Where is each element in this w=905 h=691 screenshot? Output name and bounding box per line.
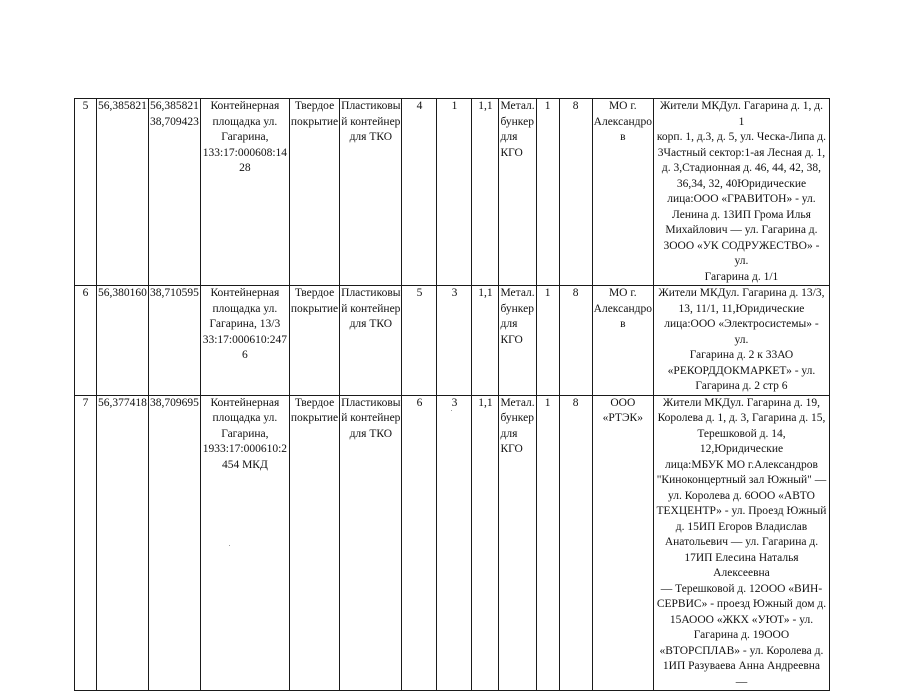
- cell-line: КГО: [500, 146, 523, 159]
- longitude-cell: [149, 395, 201, 691]
- cell-line: «РЕКОРДДОКМАРКЕТ» - ул.: [667, 364, 816, 377]
- cell-line: 454 МКД: [221, 458, 268, 471]
- cell-line: ООО: [610, 396, 636, 409]
- cell-line: корп. 1, д.3, д. 5, ул. Ческа-Липа д.: [656, 131, 827, 143]
- registry-table: [74, 98, 830, 691]
- longitude-cell: [149, 99, 201, 286]
- container-volume-cell: 1,1: [472, 395, 499, 691]
- row-number-cell: 6: [75, 286, 97, 396]
- cell-line: 1ИП Разуваева Анна Андреевна —: [662, 660, 821, 688]
- cell-line: Михайлович — ул. Гагарина д.: [665, 224, 818, 236]
- cell-line: й контейнер: [341, 412, 401, 424]
- cell-line: Пластиковы: [341, 396, 401, 409]
- surface-cell: [289, 286, 339, 396]
- row-number-cell: 7: [75, 395, 97, 691]
- bunker-count-cell: 1: [536, 286, 559, 396]
- cell-line: 6: [242, 349, 248, 361]
- container-count-cell: 5: [402, 286, 437, 396]
- bunker-type-cell: [499, 99, 536, 286]
- cell-line: 15АООО «ЖКХ «УЮТ» - ул.: [669, 613, 814, 626]
- cell-line: — Терешковой д. 12ООО «ВИН-: [660, 582, 823, 595]
- cell-line: 56,385821: [150, 100, 199, 112]
- cell-line: КГО: [500, 443, 523, 455]
- scan-speck: [229, 545, 230, 546]
- cell-line: Пластиковы: [341, 287, 401, 299]
- cell-line: 13, 11/1, 11,Юридические: [678, 302, 805, 315]
- cell-line: Александро: [593, 115, 652, 128]
- cell-line: 38,710595: [150, 287, 199, 299]
- cell-line: Гагарина д. 1/1: [704, 270, 779, 283]
- surface-cell: [289, 99, 339, 286]
- cell-line: МО г.: [608, 100, 637, 112]
- owner-cell: [592, 99, 653, 286]
- container-count-secondary-cell: 3: [437, 395, 472, 691]
- cell-line: Твердое: [294, 396, 335, 409]
- bunker-count-cell: 1: [536, 99, 559, 286]
- cell-line: Твердое: [294, 100, 335, 112]
- row-number-cell: 5: [75, 99, 97, 286]
- container-count-secondary-cell: 3: [437, 286, 472, 396]
- container-volume-cell: 1,1: [472, 286, 499, 396]
- cell-line: Контейнерная: [210, 287, 280, 299]
- bunker-type-cell: [499, 286, 536, 396]
- cell-line: ТЕХЦЕНТР» - ул. Проезд Южный: [656, 505, 827, 517]
- cell-line: 38,709423: [150, 115, 199, 128]
- cell-line: Жители МКДул. Гагарина д. 1, д. 1: [659, 100, 823, 128]
- cell-line: МО г.: [608, 287, 637, 299]
- cell-line: Контейнерная: [210, 100, 280, 112]
- cell-line: покрытие: [290, 115, 339, 128]
- cell-line: в: [620, 131, 626, 143]
- cell-line: Гагарина д. 2 к 33АО: [689, 349, 794, 361]
- container-type-cell: [340, 99, 402, 286]
- cell-line: 1933:17:000610:2: [202, 443, 288, 455]
- registry-body: [75, 99, 830, 691]
- surface-cell: [289, 395, 339, 691]
- latitude-cell: 56,377418: [97, 395, 149, 691]
- site-description-cell: [200, 395, 289, 691]
- scan-speck: [451, 410, 452, 411]
- container-count-secondary-cell: 1: [437, 99, 472, 286]
- cell-line: бункер: [500, 302, 534, 315]
- cell-line: Александро: [593, 302, 652, 315]
- cell-line: Королева д. 1, д. 3, Гагарина д. 15,: [657, 412, 826, 424]
- cell-line: 33:17:000610:247: [202, 333, 288, 346]
- cell-line: ул. Королева д. 6ООО «АВТО: [668, 489, 815, 502]
- container-type-cell: [340, 395, 402, 691]
- cell-line: «РТЭК»: [602, 412, 643, 424]
- cell-line: д. 3,Стадионная д. 46, 44, 42, 38,: [661, 162, 821, 174]
- owner-cell: [592, 395, 653, 691]
- table-row: [75, 395, 830, 691]
- bunker-volume-cell: 8: [559, 99, 592, 286]
- cell-line: Метал.: [500, 100, 535, 112]
- cell-line: й контейнер: [341, 302, 401, 315]
- cell-line: покрытие: [290, 412, 339, 424]
- cell-line: для ТКО: [349, 427, 393, 440]
- cell-line: Пластиковы: [341, 100, 401, 112]
- cell-line: бункер: [500, 412, 534, 424]
- cell-line: Терешковой д. 14, 12,Юридические: [697, 427, 786, 455]
- bunker-volume-cell: 8: [559, 395, 592, 691]
- bunker-count-cell: 1: [536, 395, 559, 691]
- cell-line: Гагарина,: [221, 131, 269, 143]
- latitude-cell: 56,380160: [97, 286, 149, 396]
- cell-line: Гагарина д. 19ООО: [693, 629, 790, 641]
- cell-line: СЕРВИС» - проезд Южный дом д.: [656, 598, 827, 610]
- cell-line: Гагарина, 13/3: [209, 318, 281, 330]
- cell-line: Метал.: [500, 287, 535, 299]
- cell-line: «ВТОРСПЛАВ» - ул. Королева д.: [659, 644, 824, 657]
- cell-line: для ТКО: [349, 131, 393, 143]
- container-volume-cell: 1,1: [472, 99, 499, 286]
- cell-line: 38,709695: [150, 396, 199, 409]
- cell-line: Жители МКДул. Гагарина д. 13/3,: [658, 287, 825, 299]
- cell-line: площадка ул.: [212, 302, 278, 315]
- served-entities-cell: [653, 286, 829, 396]
- cell-line: в: [620, 318, 626, 330]
- owner-cell: [592, 286, 653, 396]
- cell-line: для: [500, 427, 518, 440]
- cell-line: для: [500, 131, 518, 143]
- cell-line: для ТКО: [349, 318, 393, 330]
- cell-line: Контейнерная: [210, 396, 280, 409]
- cell-line: лица:МБУК МО г.Александров: [665, 458, 818, 471]
- bunker-type-cell: [499, 395, 536, 691]
- cell-line: Гагарина,: [221, 427, 269, 440]
- cell-line: 3ООО «УК СОДРУЖЕСТВО» - ул.: [663, 239, 820, 267]
- cell-line: лица:ООО «ГРАВИТОН» - ул.: [667, 193, 816, 205]
- table-row: [75, 286, 830, 396]
- container-count-cell: 4: [402, 99, 437, 286]
- cell-line: Твердое: [294, 287, 335, 299]
- cell-line: КГО: [500, 333, 523, 346]
- cell-line: площадка ул.: [212, 115, 278, 128]
- cell-line: 36,34, 32, 40Юридические: [676, 177, 807, 190]
- cell-line: площадка ул.: [212, 412, 278, 424]
- container-type-cell: [340, 286, 402, 396]
- bunker-volume-cell: 8: [559, 286, 592, 396]
- cell-line: "Киноконцертный зал Южный" —: [656, 474, 827, 486]
- cell-line: 3Частный сектор:1-ая Лесная д. 1,: [657, 146, 826, 159]
- site-description-cell: [200, 286, 289, 396]
- cell-line: для: [500, 318, 518, 330]
- cell-line: й контейнер: [341, 115, 401, 128]
- cell-line: лица:ООО «Электросистемы» - ул.: [664, 318, 819, 346]
- latitude-cell: 56,385821: [97, 99, 149, 286]
- cell-line: 133:17:000608:14: [202, 146, 288, 159]
- cell-line: 28: [239, 162, 251, 174]
- table-row: [75, 99, 830, 286]
- cell-line: покрытие: [290, 302, 339, 315]
- cell-line: Жители МКДул. Гагарина д. 19,: [662, 396, 821, 409]
- cell-line: Гагарина д. 2 стр 6: [695, 380, 788, 392]
- cell-line: Ленина д. 13ИП Грома Илья: [672, 208, 811, 221]
- cell-line: Анатольевич — ул. Гагарина д.: [664, 536, 819, 548]
- cell-line: Метал.: [500, 396, 535, 409]
- site-description-cell: [200, 99, 289, 286]
- cell-line: д. 15ИП Егоров Владислав: [675, 520, 808, 533]
- cell-line: 17ИП Елесина Наталья Алексеевна: [684, 551, 799, 579]
- container-count-cell: 6: [402, 395, 437, 691]
- served-entities-cell: [653, 99, 829, 286]
- longitude-cell: [149, 286, 201, 396]
- cell-line: бункер: [500, 115, 534, 128]
- served-entities-cell: [653, 395, 829, 691]
